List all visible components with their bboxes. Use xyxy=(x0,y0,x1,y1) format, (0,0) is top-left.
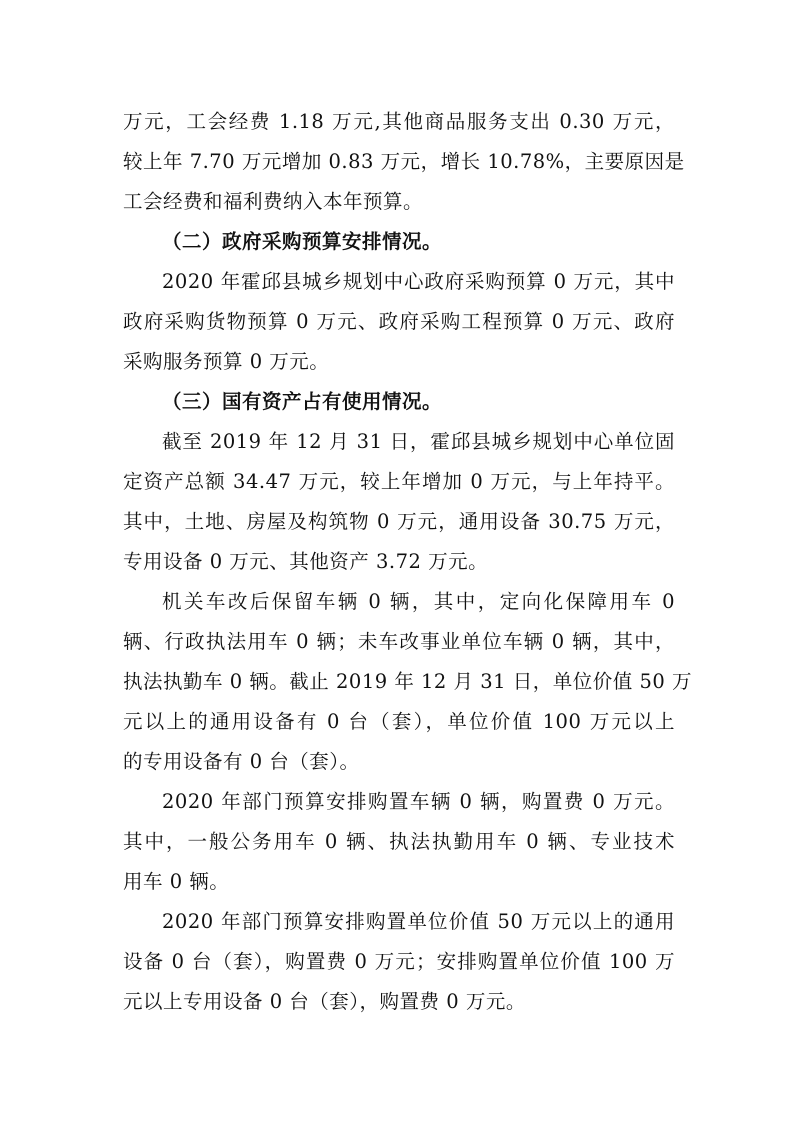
paragraph-line: 其中，土地、房屋及构筑物 0 万元，通用设备 30.75 万元， xyxy=(123,510,675,533)
paragraph-line: 元以上的通用设备有 0 台（套），单位价值 100 万元以上 xyxy=(123,710,675,733)
section-heading: （三）国有资产占有使用情况。 xyxy=(162,390,443,413)
section-heading: （二）政府采购预算安排情况。 xyxy=(162,230,443,253)
paragraph-line: 较上年 7.70 万元增加 0.83 万元，增长 10.78%，主要原因是 xyxy=(123,150,685,173)
paragraph-line: 2020 年部门预算安排购置车辆 0 辆，购置费 0 万元。 xyxy=(162,790,675,813)
paragraph-line: 的专用设备有 0 台（套）。 xyxy=(123,750,360,773)
paragraph-line: 定资产总额 34.47 万元，较上年增加 0 万元，与上年持平。 xyxy=(123,470,675,493)
paragraph-line: 2020 年霍邱县城乡规划中心政府采购预算 0 万元，其中 xyxy=(162,270,675,293)
paragraph-line: 截至 2019 年 12 月 31 日，霍邱县城乡规划中心单位固 xyxy=(162,430,675,453)
paragraph-line: 采购服务预算 0 万元。 xyxy=(123,350,330,373)
paragraph-line: 执法执勤车 0 辆。截止 2019 年 12 月 31 日，单位价值 50 万 xyxy=(123,670,692,693)
paragraph-line: 万元，工会经费 1.18 万元,其他商品服务支出 0.30 万元， xyxy=(123,110,675,133)
paragraph-line: 元以上专用设备 0 台（套），购置费 0 万元。 xyxy=(123,990,526,1013)
paragraph-line: 辆、行政执法用车 0 辆；未车改事业单位车辆 0 辆，其中， xyxy=(123,630,675,653)
paragraph-line: 用车 0 辆。 xyxy=(123,870,230,893)
paragraph-line: 其中，一般公务用车 0 辆、执法执勤用车 0 辆、专业技术 xyxy=(123,830,675,853)
paragraph-line: 机关车改后保留车辆 0 辆，其中，定向化保障用车 0 xyxy=(162,590,675,613)
paragraph-line: 设备 0 台（套），购置费 0 万元；安排购置单位价值 100 万 xyxy=(123,950,675,973)
paragraph-line: 2020 年部门预算安排购置单位价值 50 万元以上的通用 xyxy=(162,910,675,933)
paragraph-line: 政府采购货物预算 0 万元、政府采购工程预算 0 万元、政府 xyxy=(123,310,675,333)
paragraph-line: 专用设备 0 万元、其他资产 3.72 万元。 xyxy=(123,550,489,573)
paragraph-line: 工会经费和福利费纳入本年预算。 xyxy=(123,190,424,213)
